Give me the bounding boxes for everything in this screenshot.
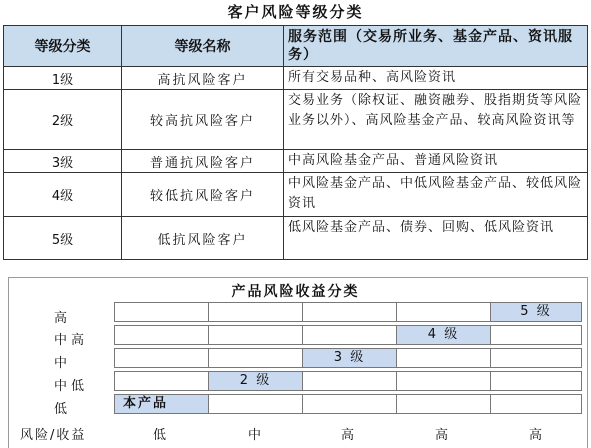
level5-cell: 5 级 — [490, 302, 582, 322]
table-row — [4, 150, 588, 173]
row-scope: 低风险基金产品、债券、回购、低风险资讯 — [284, 217, 588, 260]
grid-cell — [490, 325, 582, 345]
grid-cell — [396, 394, 491, 414]
row-label-low: 低 — [54, 402, 72, 417]
grid-cell — [208, 325, 303, 345]
row-scope: 中风险基金产品、中低风险基金产品、较低风险资讯 — [284, 173, 588, 217]
table-row — [4, 90, 588, 150]
table-row — [4, 67, 588, 90]
grid-cell — [208, 348, 303, 368]
grid-cell — [208, 302, 303, 322]
footer-high-3: 高 — [529, 428, 545, 443]
level4-cell: 4 级 — [396, 325, 491, 345]
grid-cell — [302, 302, 397, 322]
level2-cell: 2 级 — [208, 371, 303, 391]
grid-cell — [396, 371, 491, 391]
header-name: 等级名称 — [122, 26, 284, 67]
grid-cell — [490, 348, 582, 368]
row-scope: 中高风险基金产品、普通风险资讯 — [284, 150, 588, 173]
table-row — [4, 217, 588, 260]
footer-high-1: 高 — [341, 428, 357, 443]
grid-cell — [490, 371, 582, 391]
product-risk-table-title: 产品风险收益分类 — [231, 284, 360, 300]
row-name: 较高抗风险客户 — [122, 90, 284, 150]
this-product-cell: 本产品 — [114, 394, 209, 414]
row-name: 高抗风险客户 — [122, 67, 284, 90]
row-label-mid-high: 中高 — [54, 333, 89, 348]
grid-cell — [114, 348, 209, 368]
grid-cell — [114, 371, 209, 391]
row-name: 较低抗风险客户 — [122, 173, 284, 217]
row-level: 2级 — [4, 90, 122, 150]
grid-cell — [302, 371, 397, 391]
grid-cell — [114, 325, 209, 345]
level3-cell: 3 级 — [302, 348, 397, 368]
grid-cell — [490, 394, 582, 414]
row-scope: 交易业务（除权证、融资融券、股指期货等风险业务以外）、高风险基金产品、较高风险资讯等 — [284, 90, 588, 150]
client-risk-table-title: 客户风险等级分类 — [227, 3, 364, 21]
table-header-row — [4, 26, 588, 67]
grid-cell — [208, 394, 303, 414]
client-risk-table — [3, 25, 588, 260]
row-level: 1级 — [4, 67, 122, 90]
footer-mid: 中 — [248, 428, 264, 443]
grid-cell — [114, 302, 209, 322]
row-level: 4级 — [4, 173, 122, 217]
header-level: 等级分类 — [4, 26, 122, 67]
row-label-mid-low: 中低 — [54, 379, 89, 394]
row-scope: 所有交易品种、高风险资讯 — [284, 67, 588, 90]
row-label-mid: 中 — [54, 356, 72, 371]
grid-cell — [396, 348, 491, 368]
grid-cell — [302, 394, 397, 414]
grid-cell — [302, 325, 397, 345]
footer-axis-label: 风险/收益 — [20, 428, 87, 443]
header-scope: 服务范围（交易所业务、基金产品、资讯服务） — [284, 26, 588, 67]
row-level: 5级 — [4, 217, 122, 260]
grid-cell — [396, 302, 491, 322]
footer-low: 低 — [153, 428, 169, 443]
table-row — [4, 173, 588, 217]
row-name: 低抗风险客户 — [122, 217, 284, 260]
row-name: 普通抗风险客户 — [122, 150, 284, 173]
row-level: 3级 — [4, 150, 122, 173]
row-label-high: 高 — [54, 311, 72, 326]
footer-high-2: 高 — [435, 428, 451, 443]
